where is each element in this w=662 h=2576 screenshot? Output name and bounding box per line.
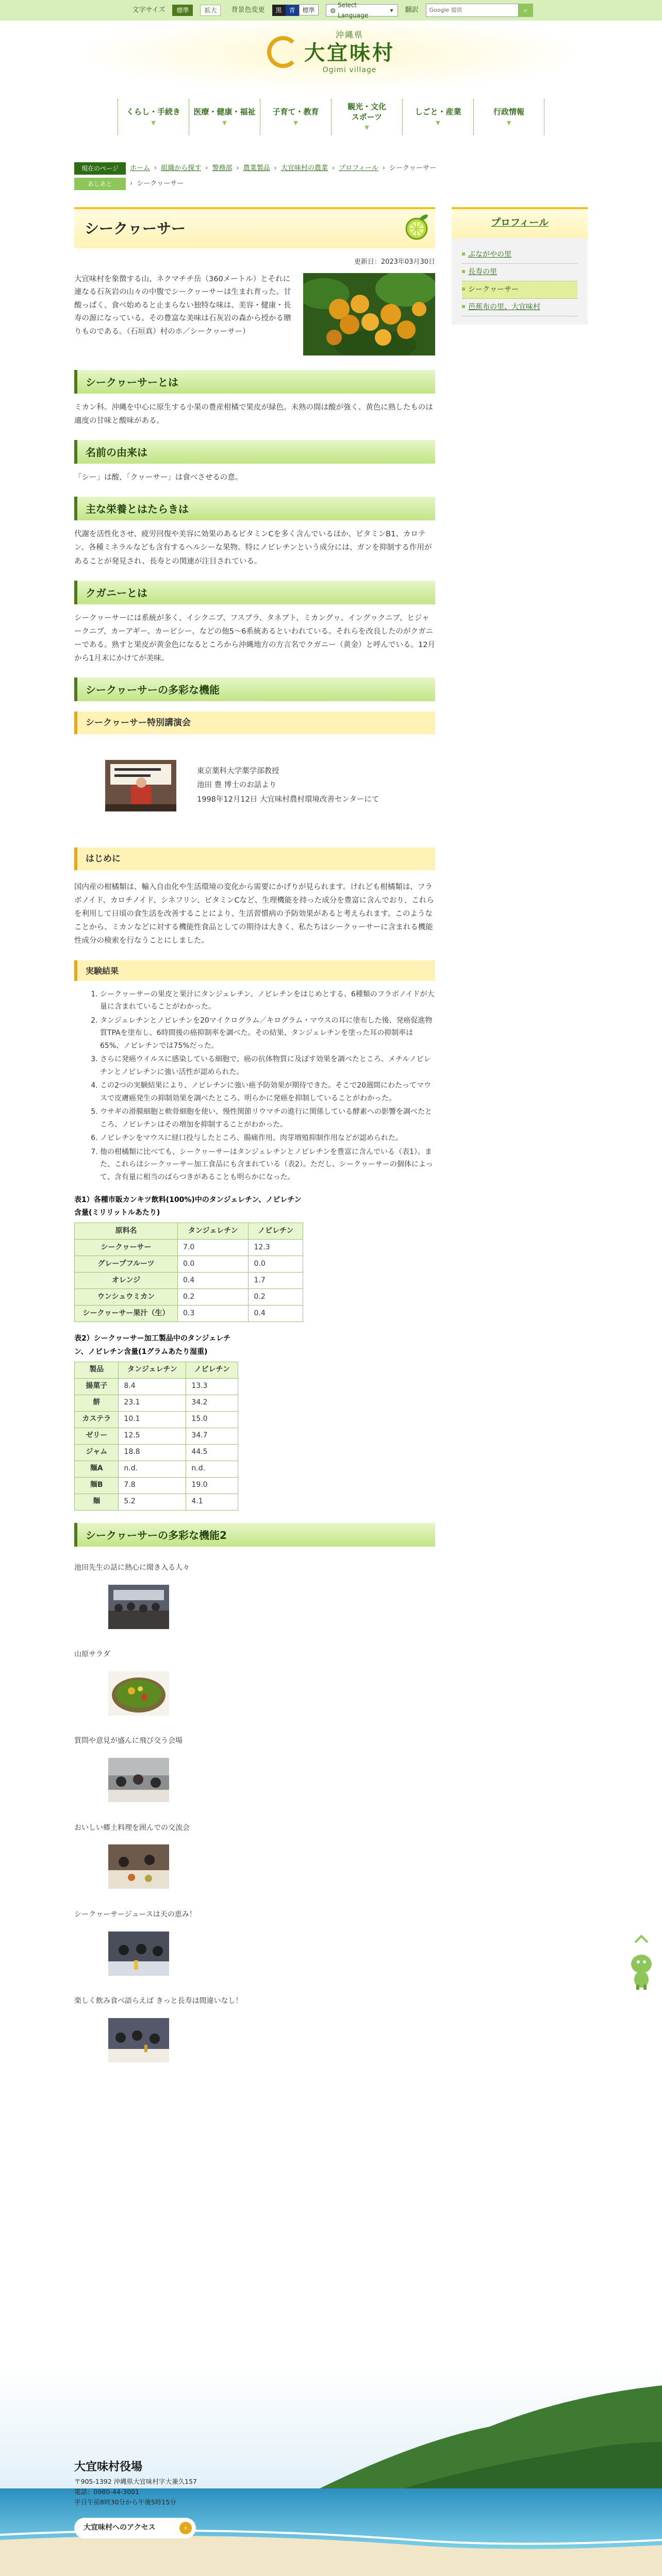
section-heading: 名前の由来は: [74, 440, 435, 464]
gallery-caption: 楽しく飲み食べ語らえば きっと長寿は間違いなし！: [74, 1997, 243, 2006]
table-cell: 12.5: [119, 1428, 186, 1444]
bg-black-button[interactable]: 黒: [272, 5, 286, 16]
bg-color-label: 背景色変更: [231, 6, 265, 14]
table-cell: 34.2: [186, 1395, 238, 1411]
logo-english: Ogimi village: [322, 66, 377, 75]
gnav-admin[interactable]: [473, 99, 544, 135]
table-cell: 麺A: [75, 1461, 119, 1477]
chevron-right-icon: ›: [236, 164, 239, 172]
font-size-large-button[interactable]: 拡大: [200, 5, 221, 16]
search-button[interactable]: [519, 4, 533, 17]
table-cell: 0.3: [178, 1306, 249, 1322]
gallery-caption: 質問や意見が盛んに飛び交う会場: [74, 1737, 183, 1745]
gnav-label: 子育て・教育: [272, 107, 319, 117]
table-cell: 23.1: [119, 1395, 186, 1411]
sidebar-item-bunagaya[interactable]: ぶながやの里: [462, 246, 577, 264]
section-text: 国内産の柑橘類は、輸入自由化や生活環境の変化から需要にかげりが見られます。けれども柑橘類は、フラボノイド、カロチノイド、シネフリン、ビタミンCなど、生理機能を持った成分を豊富に含んでおり、これらを利用して日頃の食生活を改善することにより、生活習慣病の予防効果があると考えられます。このようなことから、ミカンなどに対する機能性食品としての期待は大きく、私たちはシークヮーサーに含まれる機能性成分の検索を行なうことにしました。: [74, 883, 434, 945]
gnav-tourism[interactable]: [331, 99, 402, 135]
lime-icon: [401, 212, 430, 241]
table-caption: 表2）シークヮーサー加工製品中のタンジェレチン、ノビレチン含量(1グラムあたり湿重): [74, 1334, 231, 1356]
sidebar-item-longevity[interactable]: 長寿の里: [462, 264, 577, 281]
table-row: [75, 1411, 238, 1428]
breadcrumb-link[interactable]: 警務部: [212, 164, 233, 172]
list-item: 7. 他の柑橘類に比べても、シークヮーサーはタンジェレチンとノビレチンを豊富に含んでいる（表1）。また、これらはシークヮーサー加工食品にも含まれている（表2）。ただし、シークヮーサーの個体によって、含有量に相当のばらつきがあることも明らかになった。: [100, 1146, 435, 1184]
gallery-caption: シークヮーサージュースは天の恵み！: [74, 1910, 196, 1919]
utility-bar: [0, 0, 662, 21]
table-cell: 麺: [75, 1494, 119, 1510]
table-row: [75, 1378, 238, 1395]
table-caption: 表1）各種市販カンキツ飲料(100%)中のタンジェレチン、ノビレチン含量(ミリリットルあたり): [74, 1196, 302, 1217]
site-footer: [0, 2365, 662, 2576]
results-list: [74, 988, 435, 1184]
footer-phone: 電話：0980-44-3001: [74, 2488, 140, 2496]
gnav-living[interactable]: [118, 99, 189, 135]
list-item: 5. ウサギの滑膜細胞と軟骨細胞を使い、慢性関節リウマチの進行に関係している酵素への影響を調べたところ、ノビレチンはその増加を抑制することがわかった。: [100, 1106, 435, 1131]
list-item: 1. シークヮーサーの果皮と果汁にタンジェレチン、ノビレチンをはじめとする、6種類のフラボノイドが大量に含まれていることがわかった。: [100, 988, 435, 1013]
table-cell: カステラ: [75, 1411, 119, 1428]
party-photo: [108, 1844, 169, 1889]
section-heading: シークヮーサーの多彩な機能: [74, 677, 435, 701]
chevron-right-icon: ›: [382, 164, 385, 172]
breadcrumb-link[interactable]: 組織から探す: [161, 164, 202, 172]
lecture-line: 池田 豊 博士のお話より: [197, 781, 277, 790]
table-cell: オレンジ: [75, 1273, 178, 1289]
subsection-heading: はじめに: [74, 848, 435, 870]
table-row: [75, 1306, 303, 1322]
section-heading: シークヮーサーの多彩な機能2: [74, 1523, 435, 1547]
chevron-down-icon: ▼: [506, 119, 511, 126]
list-item: 6. ノビレチンをマウスに経口投与したところ、腸痛作用、肉芽増殖抑制作用などが認められた。: [100, 1132, 435, 1145]
history-label: あしあと: [74, 178, 126, 190]
table-cell: 34.7: [186, 1428, 238, 1444]
table-header: 製品: [75, 1362, 119, 1378]
breadcrumb-home[interactable]: ホーム: [130, 164, 151, 172]
table-row: [75, 1461, 238, 1477]
table-cell: シークヮーサー: [75, 1240, 178, 1256]
gallery-caption: 池田先生の話に熱心に聞き入る人々: [74, 1563, 190, 1572]
table-cell: 8.4: [119, 1378, 186, 1395]
search-input[interactable]: Google 提供: [426, 4, 519, 17]
table-cell: 44.5: [186, 1444, 238, 1461]
breadcrumb: [74, 161, 590, 192]
table-cell: ウンシュウミカン: [75, 1289, 178, 1306]
chevron-down-icon: ▼: [436, 119, 440, 126]
lecture-photo: [105, 760, 176, 811]
juice-photo: [108, 1931, 169, 1976]
subsection-heading: シークヮーサー特別講演会: [74, 711, 435, 734]
language-select[interactable]: [326, 1, 398, 19]
table-cell: 0.4: [249, 1306, 303, 1322]
table-cell: 麺B: [75, 1477, 119, 1494]
table-cell: 0.0: [178, 1256, 249, 1273]
sidebar-title[interactable]: プロフィール: [452, 207, 588, 238]
table-header: タンジェレチン: [178, 1223, 249, 1240]
section-heading: 主な栄養とはたらきは: [74, 497, 435, 520]
section-text: 「シー」は酸、「クヮーサー」は食べさせるの意。: [74, 473, 243, 482]
table-cell: 12.3: [249, 1240, 303, 1256]
table-cell: 7.0: [178, 1240, 249, 1256]
table-row: [75, 1273, 303, 1289]
gallery-caption: おいしい郷土料理を囲んでの交流会: [74, 1823, 190, 1832]
data-table: [74, 1223, 303, 1322]
table-cell: 7.8: [119, 1477, 186, 1494]
main-content: [74, 207, 435, 2067]
gnav-label: くらし・手続き: [126, 107, 180, 117]
history-current: シークヮーサー: [137, 179, 184, 188]
gnav-work[interactable]: [402, 99, 473, 135]
logo-prefecture: 沖縄県: [335, 30, 363, 40]
section-heading: クガニーとは: [74, 581, 435, 604]
logo-name: 大宜味村: [304, 41, 395, 65]
table-cell: 15.0: [186, 1411, 238, 1428]
table-cell: 13.3: [186, 1378, 238, 1395]
lecture-line: 1998年12月12日 大宜味村農村環境改善センターにて: [197, 795, 379, 804]
chevron-down-icon: ▼: [365, 124, 369, 131]
access-button[interactable]: [74, 2518, 196, 2538]
updated-date: 更新日：2023年03月30日: [354, 258, 435, 266]
site-header: [0, 21, 662, 103]
table-cell: n.d.: [119, 1461, 186, 1477]
table-header: タンジェレチン: [119, 1362, 186, 1378]
globe-icon: ◍: [330, 6, 336, 14]
page-title-text: シークヮーサー: [85, 220, 186, 237]
list-item: 4. この2つの実験結果により、ノビレチンに強い癌予防効果が期待できた。そこで20週間にわたってマウスで皮膚癌発生の抑制効果を調べたところ、明らかに発癌を抑制していることがわかった。: [100, 1079, 435, 1105]
logo-mark-icon: [267, 36, 299, 68]
translate-label: 翻訳: [405, 6, 419, 14]
gnav-health[interactable]: [189, 99, 260, 135]
table-cell: 5.2: [119, 1494, 186, 1510]
site-logo[interactable]: [267, 28, 395, 77]
gnav-label: 医療・健康・福祉: [193, 107, 256, 117]
language-select-value: Select Language: [337, 1, 369, 19]
intro-text: 大宜味村を象徴する山、ネクマチチ岳（360メートル）とそれに連なる石灰岩の山々の中腹でシークヮーサーは生まれ育った。甘酸っぱく、食べ始めると止まらない独特な味は、美容・健康・長寿の源になっている。その豊富な美味は石灰岩の森から授かる贈りものである。（石垣真）村のホ／シークヮーサー）: [74, 275, 291, 336]
chevron-down-icon: ▼: [293, 119, 298, 126]
table-cell: 19.0: [186, 1477, 238, 1494]
table-row: [75, 1428, 238, 1444]
table-header: ノビレチン: [249, 1223, 303, 1240]
arrow-right-icon: ›: [179, 2522, 192, 2534]
list-item: 3. さらに発癌ウイルスに感染している細胞で、癌の抗体物質に及ぼす効果を調べたところ、メチルノビレチンとノビレチンに強い活性が認められた。: [100, 1053, 435, 1078]
section-heading: シークヮーサーとは: [74, 370, 435, 394]
gallery-caption: 山原サラダ: [74, 1650, 110, 1659]
breadcrumb-link[interactable]: 農業製品: [243, 164, 270, 172]
table-cell: ジャム: [75, 1444, 119, 1461]
section-text: 代謝を活性化させ、疲労回復や美容に効果のあるビタミンCを多く含んでいるほか、ビタミンB1、カロテン、各種ミネラルなども含有するヘルシーな果物。特にノビレチンという成分には、ガンを抑制する作用があることが発見され、長寿との関連が注目されている。: [74, 530, 432, 566]
shikuwasa-photo: [303, 273, 435, 355]
chevron-right-icon: ›: [154, 164, 157, 172]
table-cell: 4.1: [186, 1494, 238, 1510]
table-cell: 10.1: [119, 1411, 186, 1428]
global-nav: [0, 99, 662, 142]
toast-photo: [108, 2018, 169, 2062]
table-header: 原料名: [75, 1223, 178, 1240]
list-item: 2. タンジェレチンとノビレチンを20マイクログラム／キログラム・マウスの耳に塗布した後、発癌促進物質TPAを塗布し、6時間後の癌抑制率を調べた。その結果、タンジェレチンを塗った耳の抑制率は65%、ノビレチンでは75%だった。: [100, 1014, 435, 1053]
table-cell: 0.0: [249, 1256, 303, 1273]
table-cell: シークヮーサー果汁（生）: [75, 1306, 178, 1322]
table-cell: n.d.: [186, 1461, 238, 1477]
footer-address: 〒905-1392 沖縄県大宜味村字大兼久157: [74, 2478, 197, 2486]
section-text: ミカン科。沖縄を中心に原生する小果の豊産柑橘で果皮が緑色。未熟の間は酸が強く、黄色に熟したものは適度の甘味と酸味がある。: [74, 403, 433, 426]
table-row: [75, 1395, 238, 1411]
venue-photo: [108, 1758, 169, 1802]
page-title: [74, 207, 435, 248]
table-cell: グレープフルーツ: [75, 1256, 178, 1273]
chevron-down-icon: ▼: [151, 119, 156, 126]
sidebar-item-shikuwasa[interactable]: シークヮーサー: [462, 281, 577, 299]
data-table: [74, 1362, 238, 1511]
page-top-button[interactable]: [626, 1933, 657, 1990]
table-row: [75, 1256, 303, 1273]
gnav-label: 観光・文化 スポーツ: [347, 102, 386, 122]
table-cell: 0.2: [178, 1289, 249, 1306]
breadcrumb-link[interactable]: プロフィール: [339, 164, 378, 172]
lecture-line: 東京薬科大学薬学部教授: [197, 767, 279, 775]
bg-standard-button[interactable]: 標準: [299, 4, 319, 15]
table-header: ノビレチン: [186, 1362, 238, 1378]
footer-org-name: 大宜味村役場: [74, 2461, 143, 2473]
table-row: [75, 1240, 303, 1256]
subsection-heading: 実験結果: [74, 960, 435, 981]
table-row: [75, 1444, 238, 1461]
gnav-label: 行政情報: [493, 107, 524, 117]
table-cell: 揚菓子: [75, 1378, 119, 1395]
table-row: [75, 1494, 238, 1510]
chevron-right-icon: ›: [274, 164, 277, 172]
breadcrumb-current: シークヮーサー: [389, 164, 437, 172]
table-cell: 餅: [75, 1395, 119, 1411]
chevron-down-icon: ▾: [390, 6, 393, 14]
table-cell: ゼリー: [75, 1428, 119, 1444]
table-cell: 1.7: [249, 1273, 303, 1289]
gnav-childcare[interactable]: [260, 99, 331, 135]
breadcrumb-link[interactable]: 大宜味村の農業: [280, 164, 328, 172]
font-size-label: 文字サイズ: [132, 6, 166, 14]
breadcrumb-label: 現在のページ: [74, 162, 126, 175]
gnav-label: しごと・産業: [415, 107, 461, 117]
bg-blue-button[interactable]: 青: [286, 5, 299, 16]
table-cell: 0.4: [178, 1273, 249, 1289]
site-search: [426, 4, 533, 17]
sidebar-item-bashofu[interactable]: 芭蕉布の里、大宜味村: [462, 299, 577, 316]
event-photo: [108, 1585, 169, 1629]
table-row: [75, 1477, 238, 1494]
table-row: [75, 1289, 303, 1306]
section-text: シークヮーサーには系統が多く、イシクニブ、フスブラ、タネブト、ミカングヮ、イングヮクニブ、ヒジャークニブ、カーアギー、カービシー、などの他5〜6系統あるといわれている。それらを改良したのがクガニーである。熟すと果皮が黄金色になるところから沖縄地方の方言名でクガニー（黄金）と呼んでいる。12月から1月末にかけてが美味。: [74, 614, 435, 663]
font-size-standard-button[interactable]: 標準: [172, 5, 193, 16]
chevron-down-icon: ▼: [222, 119, 227, 126]
chevron-right-icon: ›: [205, 164, 208, 172]
salad-photo: [108, 1671, 169, 1716]
search-icon: ⌕: [523, 6, 528, 14]
footer-hours: 平日午前8時30分から午後5時15分: [74, 2498, 176, 2506]
table-cell: 18.8: [119, 1444, 186, 1461]
sidebar: [452, 207, 588, 325]
access-button-label: 大宜味村へのアクセス: [84, 2523, 156, 2532]
table-cell: 0.2: [249, 1289, 303, 1306]
chevron-right-icon: ›: [332, 164, 335, 172]
chevron-right-icon: ›: [130, 179, 133, 188]
